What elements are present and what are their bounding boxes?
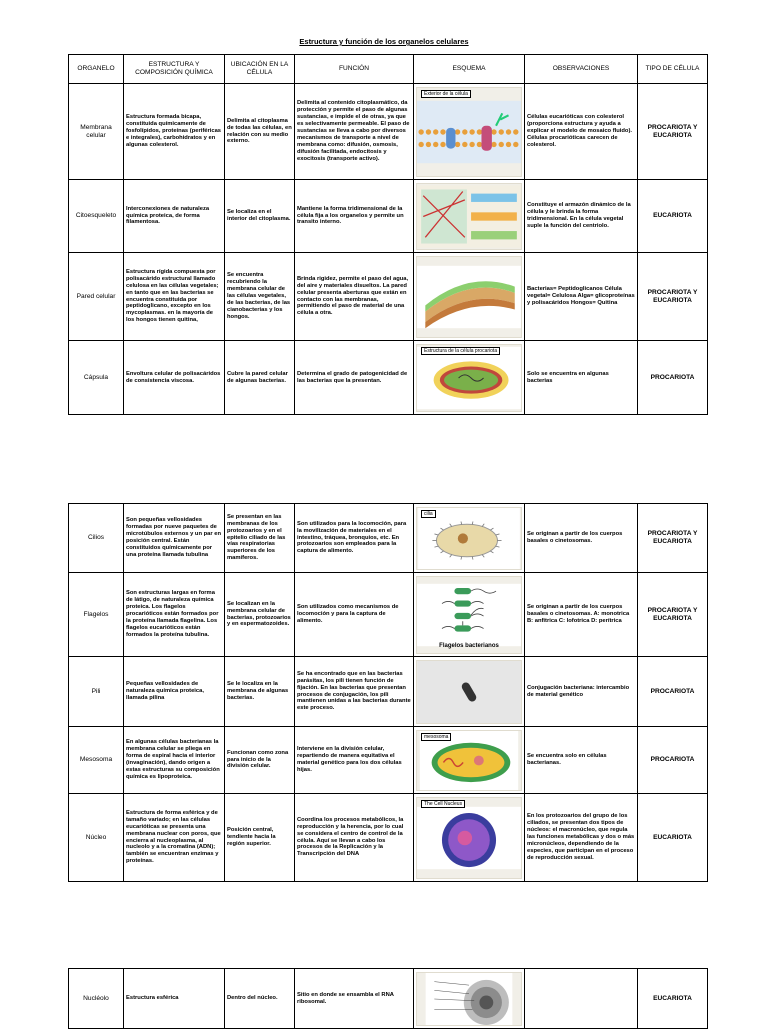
organelles-table-3 [68, 968, 708, 1029]
observaciones-cell: Células eucarióticas con colesterol (proporciona estructura y ayuda a explicar el modelo de mosaico fluido). Células procarióticas carecen de colesterol. [525, 84, 638, 180]
tipo-cell: EUCARIOTA [638, 969, 708, 1029]
esquema-cell [414, 727, 525, 794]
estructura-cell: Pequeñas vellosidades de naturaleza química proteica, llamada pilina [124, 657, 225, 727]
header-esquema: ESQUEMA [414, 55, 525, 84]
organelles-table-1 [68, 54, 708, 415]
funcion-cell: Se ha encontrado que en las bacterias parásitas, los pili tienen función de fijación. En las bacterias que presentan procesos de conjugación, los pili mantienen unidas a las bacterias durante este proceso. [295, 657, 414, 727]
schematic-illustration [416, 507, 522, 570]
esquema-cell [414, 180, 525, 253]
header-funcion: FUNCIÓN [295, 55, 414, 84]
schematic-label: Exterior de la célula [421, 90, 471, 98]
document-title: Estructura y función de los organelos celulares [299, 37, 469, 46]
tipo-cell: EUCARIOTA [638, 794, 708, 882]
tipo-cell: PROCARIOTA Y EUCARIOTA [638, 253, 708, 341]
header-ubicacion: UBICACIÓN EN LA CÉLULA [225, 55, 295, 84]
organelo-cell: Nucléolo [69, 969, 124, 1029]
table-header-row [69, 55, 708, 84]
schematic-label: Flagelos bacterianos [439, 643, 499, 650]
observaciones-cell: Se encuentra solo en células bacterianas. [525, 727, 638, 794]
ubicacion-cell: Se localiza en el interior del citoplasma. [225, 180, 295, 253]
table-row [69, 969, 708, 1029]
organelo-cell: Cilios [69, 504, 124, 573]
estructura-cell: Estructura esférica [124, 969, 225, 1029]
organelo-cell: Núcleo [69, 794, 124, 882]
organelo-cell: Flagelos [69, 573, 124, 657]
funcion-cell: Brinda rigidez, permite el paso del agua, del aire y materiales disueltos. La pared celular presenta aberturas que están en contacto con las membranas, permitiendo el paso de material de una célula a otra. [295, 253, 414, 341]
table-row [69, 84, 708, 180]
schematic-label: mesosoma [421, 733, 451, 741]
ubicacion-cell: Funcionan como zona para inicio de la división celular. [225, 727, 295, 794]
schematic-illustration [416, 797, 522, 879]
schematic-illustration [416, 972, 522, 1026]
tipo-cell: PROCARIOTA [638, 657, 708, 727]
tipo-cell: PROCARIOTA [638, 341, 708, 415]
ubicacion-cell: Se encuentra recubriendo la membrana celular de las células vegetales, de las bacterias, de las cianobacterias y los hongos. [225, 253, 295, 341]
observaciones-cell: Conjugación bacteriana: intercambio de material genético [525, 657, 638, 727]
observaciones-cell: Bacterias= Peptidoglicanos Célula vegetal= Celulosa Alga= glicoproteínas y polisacáridos Hongos= Quitina [525, 253, 638, 341]
funcion-cell: Mantiene la forma tridimensional de la célula fija a los organelos y permite un transito interno. [295, 180, 414, 253]
table-row [69, 180, 708, 253]
tipo-cell: EUCARIOTA [638, 180, 708, 253]
ubicacion-cell: Delimita al citoplasma de todas las células, en relación con su medio externo. [225, 84, 295, 180]
estructura-cell: Estructura de forma esférica y de tamaño variado; en las células eucarióticas se presenta una membrana nuclear con poros, que encierra al nucleoplasma, al nucleolo y a la cromatina (ADN); también se encuentran enzimas y proteínas. [124, 794, 225, 882]
schematic-illustration [416, 576, 522, 654]
estructura-cell: Estructura rígida compuesta por polisacárido estructural llamado celulosa en las células vegetales; en tanto que en las bacterias se encuentra constituida por peptidoglicano, excepto en los mycoplasmas. en la mayoría de los hongos tienen quitina, [124, 253, 225, 341]
schematic-label: cilia [421, 510, 436, 518]
schematic-illustration [416, 660, 522, 724]
esquema-cell [414, 969, 525, 1029]
funcion-cell: Son utilizados como mecanismos de locomoción y para la captura de alimento. [295, 573, 414, 657]
tipo-cell: PROCARIOTA Y EUCARIOTA [638, 573, 708, 657]
table-row [69, 504, 708, 573]
funcion-cell: Delimita al contenido citoplasmático, da protección y permite el paso de algunas sustancias, e impide el de otras, ya que es selectivamente permeable. El paso de sustancias se lleva a cabo por diversos mecanismos de transporte a nivel de membrana como: difusión, osmosis, difusión facilitada, endocitosis y exocitosis (transporte activo). [295, 84, 414, 180]
esquema-cell [414, 504, 525, 573]
schematic-illustration [416, 87, 522, 177]
ubicacion-cell: Se presentan en las membranas de los protozoarios y en el epitelio ciliado de las vías respiratorias superiores de los mamíferos. [225, 504, 295, 573]
estructura-cell: Son pequeñas vellosidades formadas por nueve paquetes de microtúbulos externos y un par en posición central. Están constituidos químicamente por una proteína llamada tubulina [124, 504, 225, 573]
esquema-cell [414, 84, 525, 180]
ubicacion-cell: Cubre la pared celular de algunas bacterias. [225, 341, 295, 415]
header-tipo: TIPO DE CÉLULA [638, 55, 708, 84]
schematic-illustration [416, 730, 522, 791]
esquema-cell [414, 657, 525, 727]
esquema-cell [414, 253, 525, 341]
funcion-cell: Coordina los procesos metabólicos, la reproducción y la herencia, por lo cual se considera el centro de control de la célula. Aquí se llevan a cabo los procesos de la Replicación y la Transcripción del DNA [295, 794, 414, 882]
organelo-cell: Mesosoma [69, 727, 124, 794]
observaciones-cell [525, 969, 638, 1029]
funcion-cell: Interviene en la división celular, repartiendo de manera equitativa el material genético para los dos células hijas. [295, 727, 414, 794]
tipo-cell: PROCARIOTA Y EUCARIOTA [638, 84, 708, 180]
estructura-cell: Envoltura celular de polisacáridos de consistencia viscosa. [124, 341, 225, 415]
tipo-cell: PROCARIOTA Y EUCARIOTA [638, 504, 708, 573]
tipo-cell: PROCARIOTA [638, 727, 708, 794]
esquema-cell [414, 341, 525, 415]
estructura-cell: En algunas células bacterianas la membrana celular se pliega en forma de espiral hacia el interior (invaginación), dando origen a estas estructuras su composición química es lipoproteica. [124, 727, 225, 794]
funcion-cell: Son utilizados para la locomoción, para la movilización de materiales en el intestino, tráquea, bronquios, etc. En protozoarios son empleados para la captura de alimento. [295, 504, 414, 573]
schematic-label: The Cell Nucleus [421, 800, 465, 808]
observaciones-cell: Solo se encuentra en algunas bacterias [525, 341, 638, 415]
estructura-cell: Son estructuras largas en forma de látigo, de naturaleza química proteica. Los flagelos procarióticos están formados por la proteína llamada flagelina. Los flagelos eucarióticos están formados la proteína tubulina. [124, 573, 225, 657]
observaciones-cell: Se originan a partir de los cuerpos basales o cinetosomas. [525, 504, 638, 573]
schematic-illustration [416, 344, 522, 412]
schematic-illustration [416, 183, 522, 250]
ubicacion-cell: Se le localiza en la membrana de algunas bacterias. [225, 657, 295, 727]
esquema-cell [414, 573, 525, 657]
esquema-cell [414, 794, 525, 882]
observaciones-cell: En los protozoarios del grupo de los ciliados, se presentan dos tipos de núcleos: el macronúcleo, que regula las funciones metabólicas y dos o más micronúcleos, dependiendo de la especies, que participan en el proceso de reproducción sexual. [525, 794, 638, 882]
estructura-cell: Interconexiones de naturaleza química proteica, de forma filamentosa. [124, 180, 225, 253]
funcion-cell: Determina el grado de patogenicidad de las bacterias que la presentan. [295, 341, 414, 415]
observaciones-cell: Constituye el armazón dinámico de la célula y le brinda la forma tridimensional. En la célula vegetal suple la función del centriolo. [525, 180, 638, 253]
funcion-cell: Sitio en donde se ensambla el RNA ribosomal. [295, 969, 414, 1029]
table-row [69, 657, 708, 727]
estructura-cell: Estructura formada bicapa, constituida químicamente de fosfolípidos, proteínas (periféricas e integrales), carbohidratos y en algunas colesterol. [124, 84, 225, 180]
header-observaciones: OBSERVACIONES [525, 55, 638, 84]
table-row [69, 573, 708, 657]
observaciones-cell: Se originan a partir de los cuerpos basales o cinetosomas. A: monotrica B: anfitrica C: lofotrica D: perítrica [525, 573, 638, 657]
organelo-cell: Membrana celular [69, 84, 124, 180]
table-row [69, 341, 708, 415]
table-row [69, 253, 708, 341]
schematic-illustration [416, 256, 522, 338]
organelo-cell: Pared celular [69, 253, 124, 341]
header-estructura: ESTRUCTURA Y COMPOSICIÓN QUÍMICA [124, 55, 225, 84]
organelo-cell: Pili [69, 657, 124, 727]
table-row [69, 794, 708, 882]
organelles-table-2 [68, 503, 708, 882]
organelo-cell: Citoesqueleto [69, 180, 124, 253]
organelo-cell: Cápsula [69, 341, 124, 415]
ubicacion-cell: Dentro del núcleo. [225, 969, 295, 1029]
table-row [69, 727, 708, 794]
schematic-label: Estructura de la célula procariota [421, 347, 500, 355]
ubicacion-cell: Posición central, tendiente hacia la región superior. [225, 794, 295, 882]
ubicacion-cell: Se localizan en la membrana celular de bacterias, protozoarios y en espermatozoides. [225, 573, 295, 657]
header-organelo: ORGANELO [69, 55, 124, 84]
